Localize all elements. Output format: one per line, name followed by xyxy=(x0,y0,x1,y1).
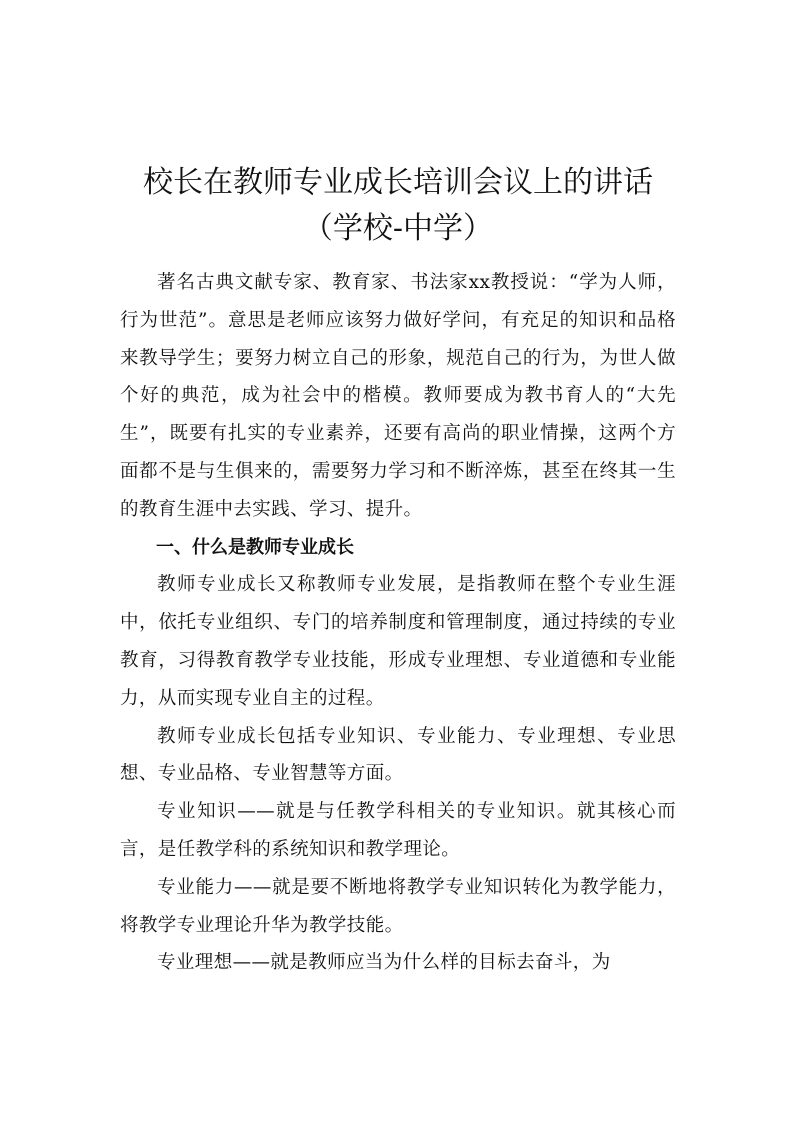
paragraph-professional-ability: 专业能力——就是要不断地将教学专业知识转化为教学能力，将教学专业理论升华为教学技能。 xyxy=(120,876,676,936)
document-body xyxy=(120,264,676,982)
paragraph-intro: 著名古典文献专家、教育家、书法家xx教授说：“学为人师，行为世范”。意思是老师应该努力做好学问，有充足的知识和品格来教导学生；要努力树立自己的形象，规范自己的行为，为世人做个好的典范，成为社会中的楷模。教师要成为教书育人的“大先生”，既要有扎实的专业素养，还要有高尚的职业情操，这两个方面都不是与生俱来的，需要努力学习和不断淬炼，甚至在终其一生的教育生涯中去实践、学习、提升。 xyxy=(120,272,676,520)
paragraph-definition: 教师专业成长又称教师专业发展，是指教师在整个专业生涯中，依托专业组织、专门的培养制度和管理制度，通过持续的专业教育，习得教育教学专业技能，形成专业理想、专业道德和专业能力，从而实现专业自主的过程。 xyxy=(120,574,676,709)
paragraph-professional-ideal: 专业理想——就是教师应当为什么样的目标去奋斗，为 xyxy=(157,952,611,974)
document-title: 校长在教师专业成长培训会议上的讲话（学校-中学） xyxy=(143,165,653,247)
paragraph-components: 教师专业成长包括专业知识、专业能力、专业理想、专业思想、专业品格、专业智慧等方面。 xyxy=(120,725,676,785)
section-heading-1: 一、什么是教师专业成长 xyxy=(156,536,354,558)
paragraph-professional-knowledge: 专业知识——就是与任教学科相关的专业知识。就其核心而言，是任教学科的系统知识和教学理论。 xyxy=(120,801,676,860)
